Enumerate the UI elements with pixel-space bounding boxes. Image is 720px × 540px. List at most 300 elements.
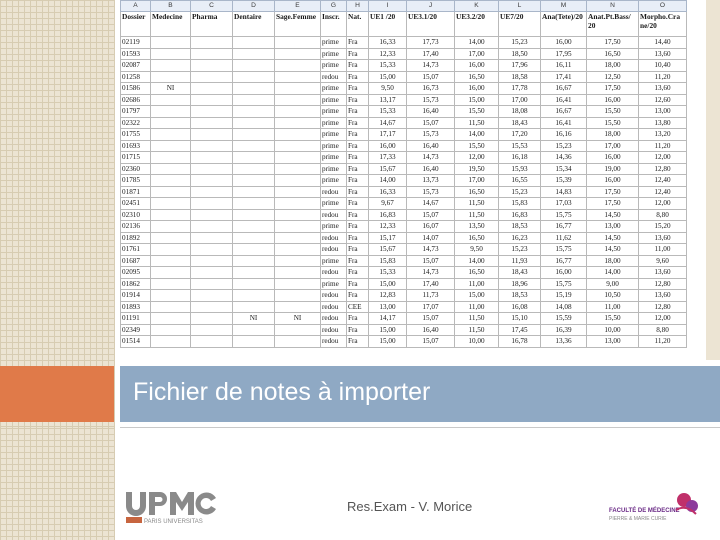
table-cell: 15,50 xyxy=(587,313,639,325)
table-cell xyxy=(151,163,191,175)
table-cell: Fra xyxy=(347,278,369,290)
table-cell xyxy=(151,71,191,83)
table-cell: 15,19 xyxy=(541,290,587,302)
table-cell: 15,00 xyxy=(369,336,407,348)
table-cell: 15,67 xyxy=(369,244,407,256)
table-cell xyxy=(191,94,233,106)
table-row xyxy=(121,186,687,198)
table-cell: prime xyxy=(321,175,347,187)
table-cell: 12,40 xyxy=(639,186,687,198)
table-cell: 15,83 xyxy=(499,198,541,210)
table-cell xyxy=(275,209,321,221)
table-cell: 14,83 xyxy=(541,186,587,198)
table-cell: 14,67 xyxy=(369,117,407,129)
table-cell: NI xyxy=(151,83,191,95)
table-cell: 16,33 xyxy=(369,37,407,49)
table-row xyxy=(121,152,687,164)
table-cell xyxy=(151,232,191,244)
table-cell xyxy=(275,94,321,106)
table-cell: 01785 xyxy=(121,175,151,187)
column-header: Sage.Femme xyxy=(275,12,321,37)
table-cell xyxy=(191,186,233,198)
table-cell: 01892 xyxy=(121,232,151,244)
table-cell: 15,07 xyxy=(407,313,455,325)
table-cell: Fra xyxy=(347,106,369,118)
table-cell: 16,67 xyxy=(541,83,587,95)
table-cell: 16,50 xyxy=(455,232,499,244)
table-cell: 17,40 xyxy=(407,48,455,60)
table-cell xyxy=(233,83,275,95)
table-cell: 15,23 xyxy=(499,186,541,198)
table-cell xyxy=(233,301,275,313)
table-cell xyxy=(233,232,275,244)
table-cell xyxy=(275,221,321,233)
column-letter: E xyxy=(275,1,321,12)
table-cell: 11,93 xyxy=(499,255,541,267)
table-cell: prime xyxy=(321,83,347,95)
table-cell xyxy=(191,232,233,244)
table-row xyxy=(121,267,687,279)
table-cell: 16,50 xyxy=(455,267,499,279)
table-cell xyxy=(275,163,321,175)
table-cell: prime xyxy=(321,129,347,141)
table-cell: 18,58 xyxy=(499,71,541,83)
table-cell: 12,83 xyxy=(369,290,407,302)
table-row xyxy=(121,117,687,129)
table-cell: 17,50 xyxy=(587,186,639,198)
table-cell: 16,00 xyxy=(587,94,639,106)
table-cell: 01761 xyxy=(121,244,151,256)
table-row xyxy=(121,290,687,302)
table-cell: 16,41 xyxy=(541,117,587,129)
column-letter: G xyxy=(321,1,347,12)
column-letter: M xyxy=(541,1,587,12)
table-cell: 10,00 xyxy=(455,336,499,348)
table-cell: 15,73 xyxy=(407,129,455,141)
table-cell: 01258 xyxy=(121,71,151,83)
table-row xyxy=(121,209,687,221)
table-cell: 17,00 xyxy=(499,94,541,106)
table-cell xyxy=(151,313,191,325)
decorative-strip xyxy=(706,0,720,360)
upmc-logo xyxy=(124,489,218,525)
table-cell: 14,36 xyxy=(541,152,587,164)
table-cell xyxy=(151,324,191,336)
table-cell xyxy=(191,209,233,221)
table-cell: 17,00 xyxy=(455,48,499,60)
table-cell: 16,33 xyxy=(369,186,407,198)
table-cell: 15,50 xyxy=(587,117,639,129)
table-cell: redou xyxy=(321,301,347,313)
table-cell: Fra xyxy=(347,232,369,244)
table-cell: 14,50 xyxy=(587,209,639,221)
column-letters-row xyxy=(121,1,687,12)
table-cell: 17,03 xyxy=(541,198,587,210)
table-cell: 13,00 xyxy=(639,106,687,118)
table-cell xyxy=(233,244,275,256)
table-cell xyxy=(233,60,275,72)
table-cell: 13,00 xyxy=(369,301,407,313)
table-cell xyxy=(233,186,275,198)
table-cell xyxy=(151,255,191,267)
table-cell: Fra xyxy=(347,255,369,267)
table-cell xyxy=(191,255,233,267)
table-cell xyxy=(275,175,321,187)
decorative-grid-panel-bottom xyxy=(0,428,115,540)
table-cell xyxy=(151,221,191,233)
table-cell: 14,00 xyxy=(455,255,499,267)
table-cell: 12,50 xyxy=(587,71,639,83)
table-cell: 18,08 xyxy=(499,106,541,118)
table-cell: NI xyxy=(233,313,275,325)
table-cell: 15,93 xyxy=(499,163,541,175)
table-cell xyxy=(233,198,275,210)
table-cell xyxy=(233,37,275,49)
table-cell: 8,80 xyxy=(639,324,687,336)
table-cell: 16,40 xyxy=(407,324,455,336)
table-cell xyxy=(191,48,233,60)
table-cell: 16,00 xyxy=(369,140,407,152)
table-cell: prime xyxy=(321,106,347,118)
table-cell xyxy=(275,83,321,95)
table-cell xyxy=(233,175,275,187)
table-cell: redou xyxy=(321,71,347,83)
table-cell: 15,39 xyxy=(541,175,587,187)
table-cell: 19,00 xyxy=(587,163,639,175)
table-cell: Fra xyxy=(347,48,369,60)
table-cell: 16,55 xyxy=(499,175,541,187)
table-cell: Fra xyxy=(347,94,369,106)
table-cell: prime xyxy=(321,48,347,60)
table-cell: Fra xyxy=(347,140,369,152)
table-cell: 02136 xyxy=(121,221,151,233)
table-cell: 11,73 xyxy=(407,290,455,302)
column-letter: B xyxy=(151,1,191,12)
table-cell xyxy=(151,290,191,302)
table-cell: 9,60 xyxy=(639,255,687,267)
table-cell: 9,50 xyxy=(369,83,407,95)
table-cell: 11,00 xyxy=(639,244,687,256)
column-header: Ana(Tete)/20 xyxy=(541,12,587,37)
table-row xyxy=(121,37,687,49)
table-cell: 14,00 xyxy=(369,175,407,187)
table-cell xyxy=(191,60,233,72)
column-header: Nat. xyxy=(347,12,369,37)
table-cell xyxy=(151,175,191,187)
table-cell: 12,00 xyxy=(639,313,687,325)
table-cell xyxy=(275,290,321,302)
table-cell: Fra xyxy=(347,71,369,83)
table-cell: 16,00 xyxy=(541,37,587,49)
table-cell xyxy=(191,336,233,348)
table-cell xyxy=(151,267,191,279)
table-cell: 17,07 xyxy=(407,301,455,313)
table-cell: 17,78 xyxy=(499,83,541,95)
table-cell xyxy=(275,106,321,118)
table-cell: 02095 xyxy=(121,267,151,279)
table-cell: 02087 xyxy=(121,60,151,72)
column-header: UE1 /20 xyxy=(369,12,407,37)
table-cell xyxy=(191,278,233,290)
table-cell: prime xyxy=(321,60,347,72)
table-cell xyxy=(151,60,191,72)
column-header: Dentaire xyxy=(233,12,275,37)
table-cell: 14,67 xyxy=(407,198,455,210)
table-cell: 15,75 xyxy=(541,278,587,290)
table-cell: 18,53 xyxy=(499,290,541,302)
table-cell: 16,73 xyxy=(407,83,455,95)
table-cell xyxy=(191,244,233,256)
column-header: Anat.Pt.Bass/ 20 xyxy=(587,12,639,37)
table-cell: 15,07 xyxy=(407,117,455,129)
column-letter: K xyxy=(455,1,499,12)
table-cell: 16,08 xyxy=(499,301,541,313)
table-cell: 15,50 xyxy=(587,106,639,118)
table-cell: Fra xyxy=(347,129,369,141)
table-cell: 01755 xyxy=(121,129,151,141)
table-cell: NI xyxy=(275,313,321,325)
table-cell: 16,50 xyxy=(587,48,639,60)
table-cell: 9,67 xyxy=(369,198,407,210)
table-cell: 13,00 xyxy=(587,221,639,233)
table-cell xyxy=(233,324,275,336)
table-cell: prime xyxy=(321,152,347,164)
table-row xyxy=(121,221,687,233)
table-cell: redou xyxy=(321,313,347,325)
table-row xyxy=(121,255,687,267)
table-cell xyxy=(191,324,233,336)
table-cell: Fra xyxy=(347,198,369,210)
table-cell: 10,40 xyxy=(639,60,687,72)
table-cell: Fra xyxy=(347,83,369,95)
table-cell: Fra xyxy=(347,324,369,336)
table-cell xyxy=(151,117,191,129)
table-cell: Fra xyxy=(347,267,369,279)
table-cell xyxy=(151,301,191,313)
table-cell: 01797 xyxy=(121,106,151,118)
table-cell: 14,00 xyxy=(455,37,499,49)
table-row xyxy=(121,278,687,290)
table-cell: 16,18 xyxy=(499,152,541,164)
table-cell xyxy=(191,313,233,325)
table-cell: 15,67 xyxy=(369,163,407,175)
table-cell: 16,77 xyxy=(541,221,587,233)
table-cell xyxy=(151,244,191,256)
table-cell: 10,00 xyxy=(587,324,639,336)
table-cell: 12,80 xyxy=(639,278,687,290)
table-cell xyxy=(151,198,191,210)
table-cell xyxy=(151,209,191,221)
header-row xyxy=(121,12,687,37)
table-cell xyxy=(151,336,191,348)
table-cell: 15,23 xyxy=(541,140,587,152)
table-cell xyxy=(275,267,321,279)
table-cell: 11,00 xyxy=(455,301,499,313)
table-cell: 16,00 xyxy=(587,175,639,187)
table-cell: 16,07 xyxy=(407,221,455,233)
table-cell: 13,60 xyxy=(639,232,687,244)
svg-text:PIERRE & MARIE CURIE: PIERRE & MARIE CURIE xyxy=(609,516,667,522)
table-row xyxy=(121,129,687,141)
table-row xyxy=(121,175,687,187)
table-cell: CEE xyxy=(347,301,369,313)
table-row xyxy=(121,60,687,72)
table-cell: Fra xyxy=(347,313,369,325)
table-cell: Fra xyxy=(347,209,369,221)
table-cell xyxy=(275,71,321,83)
table-cell: 15,07 xyxy=(407,336,455,348)
table-cell xyxy=(151,37,191,49)
table-cell xyxy=(151,186,191,198)
table-cell xyxy=(233,336,275,348)
table-cell: 12,00 xyxy=(639,198,687,210)
table-cell xyxy=(275,60,321,72)
table-cell xyxy=(233,278,275,290)
table-cell: 16,00 xyxy=(455,83,499,95)
table-cell: 17,45 xyxy=(499,324,541,336)
table-cell: 16,50 xyxy=(455,186,499,198)
column-letter: I xyxy=(369,1,407,12)
table-cell: 16,78 xyxy=(499,336,541,348)
table-cell: 13,60 xyxy=(639,290,687,302)
table-cell: prime xyxy=(321,198,347,210)
column-letter: A xyxy=(121,1,151,12)
column-letter: H xyxy=(347,1,369,12)
spreadsheet-screenshot xyxy=(120,0,706,360)
table-cell: prime xyxy=(321,94,347,106)
table-cell: 17,00 xyxy=(587,140,639,152)
table-row xyxy=(121,94,687,106)
column-letter: N xyxy=(587,1,639,12)
divider xyxy=(120,427,720,428)
table-cell xyxy=(191,163,233,175)
table-cell xyxy=(191,221,233,233)
table-row xyxy=(121,301,687,313)
table-cell: 15,33 xyxy=(369,267,407,279)
table-cell: 01693 xyxy=(121,140,151,152)
table-cell: 16,40 xyxy=(407,140,455,152)
column-letter: J xyxy=(407,1,455,12)
table-row xyxy=(121,83,687,95)
table-cell xyxy=(191,175,233,187)
table-cell xyxy=(191,71,233,83)
table-cell: 16,40 xyxy=(407,163,455,175)
table-cell xyxy=(275,301,321,313)
table-cell: 16,50 xyxy=(455,71,499,83)
table-cell: 02451 xyxy=(121,198,151,210)
table-cell xyxy=(191,290,233,302)
table-cell xyxy=(275,140,321,152)
table-cell: 15,20 xyxy=(639,221,687,233)
table-cell: 02119 xyxy=(121,37,151,49)
table-cell: 14,40 xyxy=(639,37,687,49)
table-cell: prime xyxy=(321,255,347,267)
table-cell: 15,50 xyxy=(455,140,499,152)
table-cell: 12,40 xyxy=(639,175,687,187)
table-cell: 02349 xyxy=(121,324,151,336)
table-cell: 12,60 xyxy=(639,94,687,106)
table-cell: 02686 xyxy=(121,94,151,106)
table-cell: 11,20 xyxy=(639,336,687,348)
table-cell xyxy=(191,301,233,313)
table-cell: Fra xyxy=(347,175,369,187)
table-cell: 12,33 xyxy=(369,48,407,60)
table-cell: prime xyxy=(321,221,347,233)
table-cell: 11,50 xyxy=(455,313,499,325)
table-cell: 11,50 xyxy=(455,209,499,221)
table-cell: 17,50 xyxy=(587,37,639,49)
table-cell: prime xyxy=(321,163,347,175)
table-cell: 16,40 xyxy=(407,106,455,118)
table-cell xyxy=(151,48,191,60)
table-cell: 15,23 xyxy=(499,244,541,256)
table-cell: 14,00 xyxy=(587,267,639,279)
table-cell: 02310 xyxy=(121,209,151,221)
table-cell: 15,53 xyxy=(499,140,541,152)
table-cell: 14,08 xyxy=(541,301,587,313)
table-cell xyxy=(275,336,321,348)
table-cell: 12,80 xyxy=(639,301,687,313)
table-cell: redou xyxy=(321,324,347,336)
table-cell xyxy=(151,278,191,290)
table-cell: 17,50 xyxy=(587,83,639,95)
table-cell: 18,00 xyxy=(587,60,639,72)
table-row xyxy=(121,313,687,325)
table-cell xyxy=(191,152,233,164)
table-cell xyxy=(275,152,321,164)
table-cell: 16,67 xyxy=(541,106,587,118)
table-cell: 15,00 xyxy=(369,71,407,83)
table-cell xyxy=(233,71,275,83)
table-cell: Fra xyxy=(347,60,369,72)
table-cell: 17,20 xyxy=(499,129,541,141)
table-cell: prime xyxy=(321,140,347,152)
table-cell: 14,73 xyxy=(407,267,455,279)
table-cell: 15,23 xyxy=(499,37,541,49)
table-cell: 16,00 xyxy=(541,267,587,279)
table-cell xyxy=(191,267,233,279)
accent-block xyxy=(0,366,114,422)
table-cell: 14,50 xyxy=(587,244,639,256)
table-cell: 15,00 xyxy=(369,278,407,290)
table-cell: 02360 xyxy=(121,163,151,175)
table-cell: redou xyxy=(321,290,347,302)
column-header: Morpho.Cra ne/20 xyxy=(639,12,687,37)
footer-text: Res.Exam - V. Morice xyxy=(347,499,473,514)
table-cell xyxy=(275,255,321,267)
table-cell: 15,50 xyxy=(455,106,499,118)
table-cell: 18,00 xyxy=(587,129,639,141)
table-cell: 16,00 xyxy=(587,152,639,164)
table-cell: 18,43 xyxy=(499,117,541,129)
table-cell: 11,20 xyxy=(639,140,687,152)
column-header: UE3.1/20 xyxy=(407,12,455,37)
faculty-logo xyxy=(606,488,704,526)
table-cell: 16,41 xyxy=(541,94,587,106)
table-cell: 15,10 xyxy=(499,313,541,325)
table-cell xyxy=(191,129,233,141)
table-row xyxy=(121,140,687,152)
table-cell xyxy=(191,106,233,118)
table-cell: 12,00 xyxy=(455,152,499,164)
svg-text:PARIS UNIVERSITAS: PARIS UNIVERSITAS xyxy=(144,519,203,525)
table-cell: 14,73 xyxy=(407,60,455,72)
table-cell: 16,11 xyxy=(541,60,587,72)
table-cell xyxy=(233,209,275,221)
table-cell: 16,77 xyxy=(541,255,587,267)
table-row xyxy=(121,48,687,60)
table-cell: 17,73 xyxy=(407,37,455,49)
